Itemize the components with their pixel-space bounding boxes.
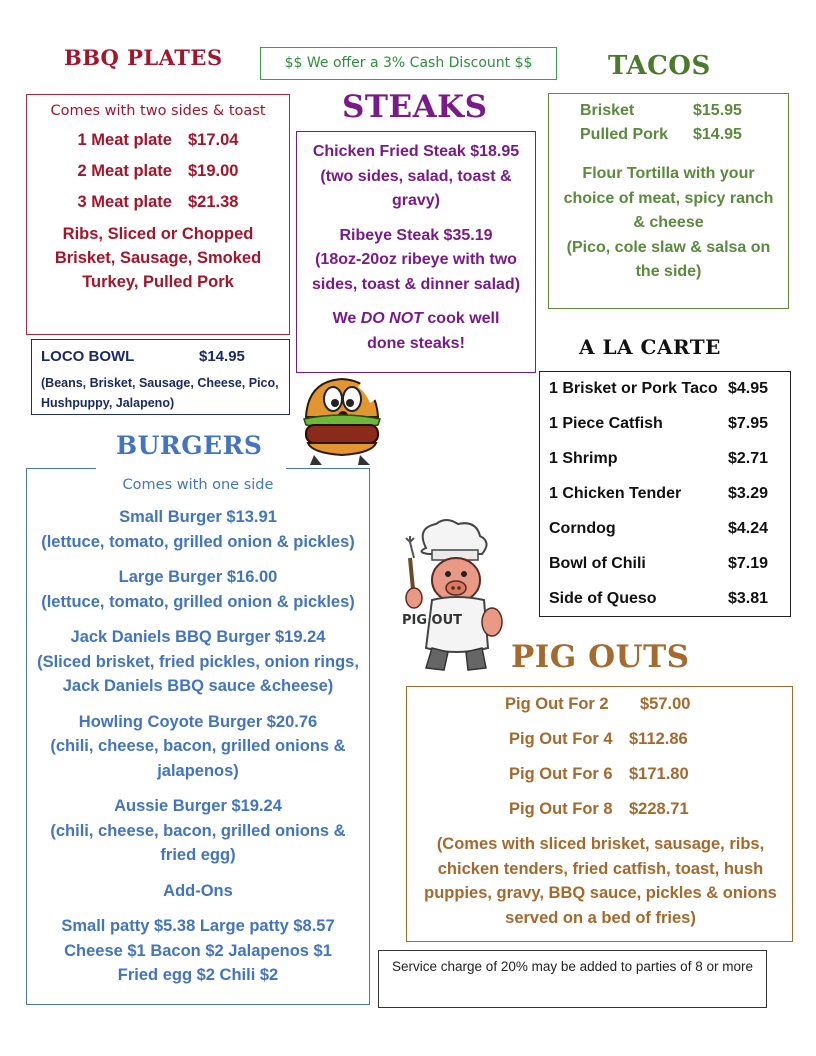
- taco-desc-text: Flour Tortilla with your choice of meat, spicy ranch & cheese: [563, 165, 774, 231]
- alc-item: 1 Brisket or Pork Taco: [549, 380, 718, 397]
- notice-text: cook well done steaks!: [367, 310, 500, 352]
- loco-bowl-section: [31, 339, 290, 415]
- steaks-heading: STEAKS: [342, 89, 488, 125]
- ribeye-steak-desc: (18oz-20oz ribeye with two sides, toast & dinner salad): [311, 251, 521, 293]
- alc-price: $4.95: [727, 380, 768, 397]
- a-la-carte-heading: A LA CARTE: [579, 335, 721, 359]
- taco-description: [557, 162, 780, 285]
- plate-name: 2 Meat plate: [77, 162, 172, 180]
- pig-out-price: $228.71: [629, 800, 689, 818]
- bbq-plate-row: [27, 131, 289, 150]
- pig-chef-mascot-icon: [396, 518, 508, 678]
- jack-daniels-burger-desc: (Sliced brisket, fried pickles, onion rings, Jack Daniels BBQ sauce &cheese): [37, 652, 359, 695]
- large-burger-desc: (lettuce, tomato, grilled onion & pickles): [41, 592, 355, 611]
- ribeye-steak: Ribeye Steak $35.19: [339, 226, 493, 244]
- plate-name: 3 Meat plate: [77, 193, 172, 211]
- plate-price: $19.00: [187, 162, 239, 180]
- pig-apron-label: PIG OUT: [402, 613, 463, 628]
- taco-price: $14.95: [693, 126, 742, 143]
- pig-out-name: Pig Out For 8: [509, 800, 613, 818]
- howling-coyote-burger: Howling Coyote Burger $20.76: [78, 712, 318, 731]
- burgers-note: Comes with one side: [122, 477, 274, 493]
- add-ons-title: Add-Ons: [163, 881, 233, 900]
- burger-mascot-icon: [300, 373, 384, 469]
- bbq-meat-choices: Ribs, Sliced or Chopped Brisket, Sausage, Smoked Turkey, Pulled Pork: [54, 225, 262, 291]
- loco-bowl-price: $14.95: [199, 348, 245, 365]
- alc-price: $3.81: [727, 590, 768, 607]
- add-ons-line: Fried egg $2 Chili $2: [117, 966, 279, 984]
- service-charge-notice: Service charge of 20% may be added to parties of 8 or more: [378, 950, 767, 1008]
- small-burger: Small Burger $13.91: [119, 508, 277, 526]
- taco-name: Brisket: [580, 102, 635, 119]
- alc-price: $7.95: [727, 415, 768, 432]
- burgers-heading: BURGERS: [116, 431, 263, 460]
- plate-price: $17.04: [187, 131, 239, 149]
- well-done-notice: [297, 307, 535, 356]
- pig-out-price: $57.00: [640, 695, 691, 713]
- steaks-section: [296, 131, 536, 373]
- pig-out-description: (Comes with sliced brisket, sausage, ribs, chicken tenders, fried catfish, toast, hush puppies, gravy, BBQ sauce, pickles & onions served on a bed of fries): [424, 835, 777, 927]
- plate-name: 1 Meat plate: [77, 131, 172, 149]
- taco-price: $15.95: [693, 102, 742, 119]
- bbq-plates-heading: BBQ PLATES: [64, 45, 223, 70]
- bbq-note: Comes with two sides & toast: [50, 103, 266, 119]
- chicken-fried-steak-desc: (two sides, salad, toast & gravy): [320, 167, 512, 209]
- taco-sides-text: (Pico, cole slaw & salsa on the side): [566, 238, 771, 280]
- alc-price: $2.71: [727, 450, 768, 467]
- aussie-burger-desc: (chili, cheese, bacon, grilled onions & fried egg): [50, 821, 346, 864]
- loco-bowl-desc: (Beans, Brisket, Sausage, Cheese, Pico, Hushpuppy, Jalapeno): [41, 376, 279, 410]
- alc-price: $3.29: [727, 485, 768, 502]
- alc-item: 1 Piece Catfish: [549, 415, 663, 432]
- jack-daniels-burger: Jack Daniels BBQ Burger $19.24: [70, 628, 326, 646]
- add-ons-line: Cheese $1 Bacon $2 Jalapenos $1: [64, 941, 332, 960]
- alc-item: 1 Shrimp: [549, 450, 618, 467]
- chicken-fried-steak: Chicken Fried Steak $18.95: [312, 143, 520, 160]
- add-ons-line: Small patty $5.38 Large patty $8.57: [61, 917, 335, 935]
- notice-emphasis: DO NOT: [360, 310, 423, 327]
- pig-outs-section: [406, 686, 793, 942]
- aussie-burger: Aussie Burger $19.24: [114, 797, 282, 815]
- pig-outs-heading: PIG OUTS: [511, 639, 690, 675]
- alc-item: Corndog: [549, 520, 616, 537]
- alc-price: $7.19: [727, 555, 768, 572]
- howling-coyote-burger-desc: (chili, cheese, bacon, grilled onions & jalapenos): [50, 737, 346, 780]
- bbq-plate-row: [27, 193, 289, 212]
- cash-discount-banner: $$ We offer a 3% Cash Discount $$: [260, 47, 557, 80]
- pig-out-name: Pig Out For 6: [509, 765, 613, 783]
- tacos-heading: TACOS: [608, 51, 711, 81]
- bbq-plate-row: [27, 162, 289, 181]
- large-burger: Large Burger $16.00: [118, 568, 278, 586]
- a-la-carte-section: [539, 371, 791, 617]
- alc-item: 1 Chicken Tender: [549, 485, 682, 502]
- pig-out-price: $171.80: [629, 765, 689, 783]
- loco-bowl-name: LOCO BOWL: [41, 348, 135, 365]
- notice-text: We: [332, 310, 361, 327]
- pig-out-name: Pig Out For 2: [505, 695, 609, 713]
- bbq-plates-section: [26, 94, 290, 335]
- pig-out-price: $112.86: [629, 730, 688, 748]
- plate-price: $21.38: [187, 193, 239, 211]
- alc-item: Side of Queso: [549, 590, 657, 607]
- alc-item: Bowl of Chili: [549, 555, 646, 572]
- taco-name: Pulled Pork: [580, 126, 669, 143]
- pig-out-name: Pig Out For 4: [509, 730, 613, 748]
- small-burger-desc: (lettuce, tomato, grilled onion & pickles): [41, 532, 355, 551]
- burgers-section: [26, 468, 370, 1005]
- tacos-section: [548, 93, 789, 309]
- alc-price: $4.24: [727, 520, 768, 537]
